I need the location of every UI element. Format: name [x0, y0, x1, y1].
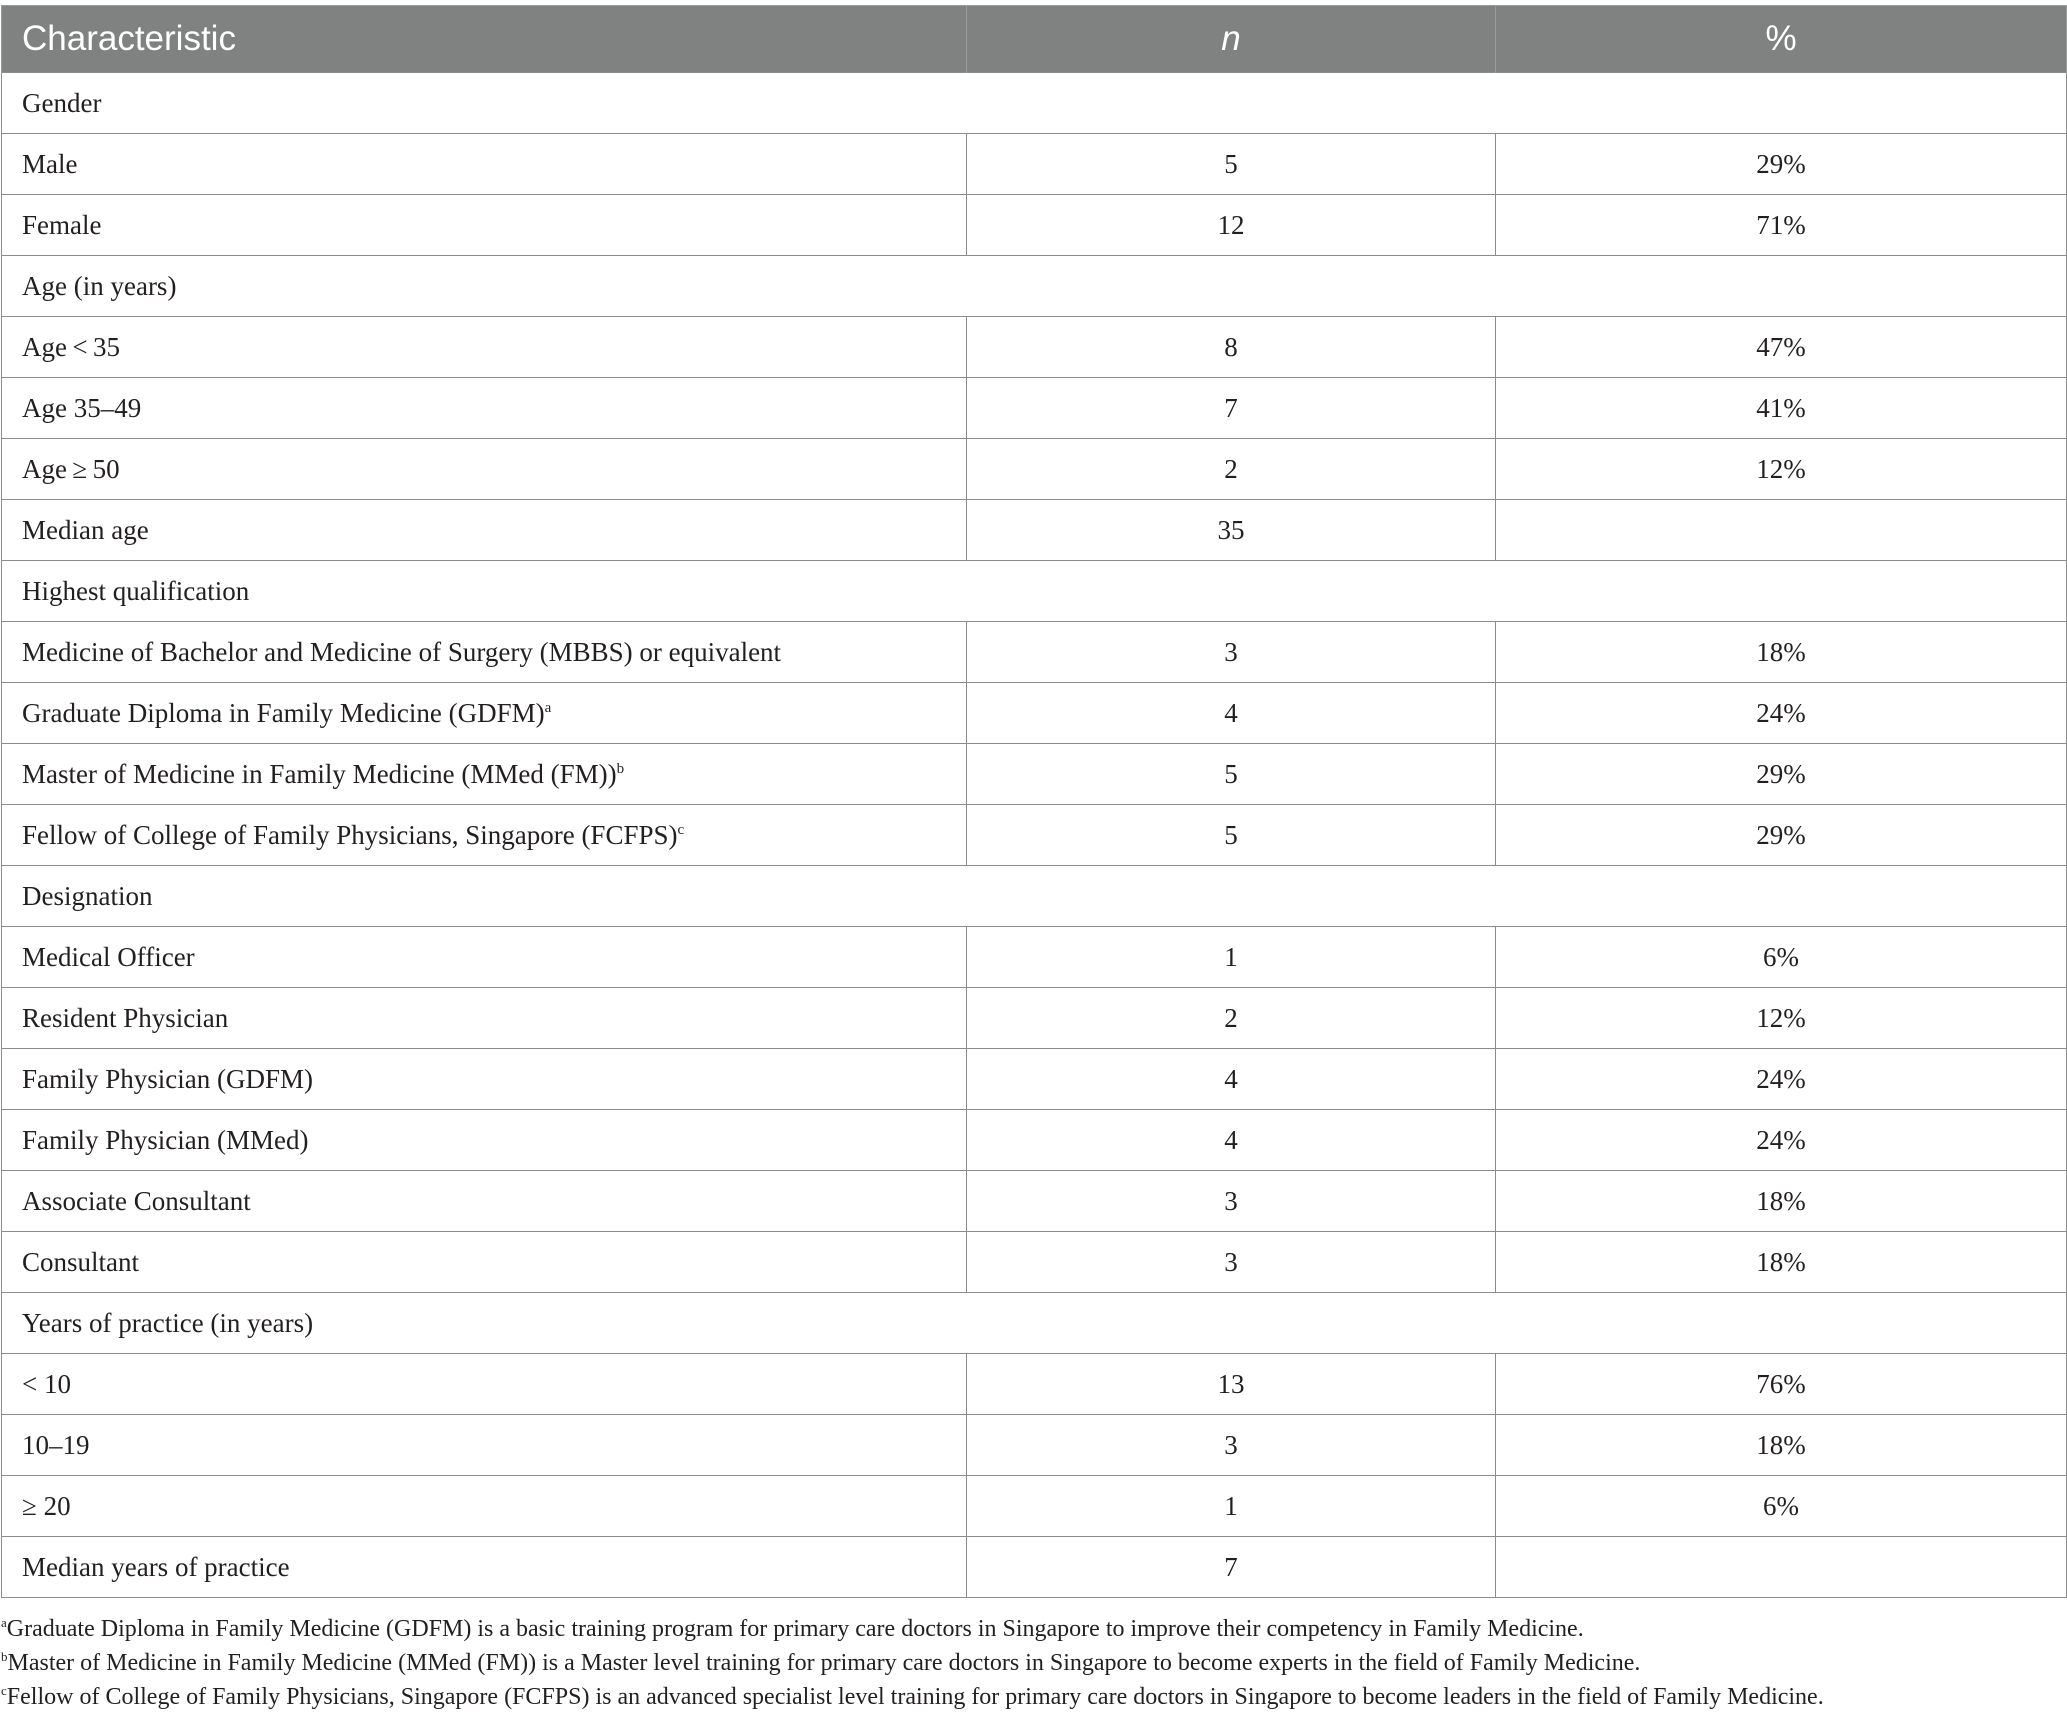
row-characteristic-label: Associate Consultant — [22, 1185, 251, 1216]
table-row — [2, 1049, 2067, 1110]
footnote-marker: c — [677, 821, 685, 838]
row-characteristic-label: Age ≥ 50 — [22, 453, 120, 484]
table-row — [2, 1110, 2067, 1171]
table-row — [2, 1415, 2067, 1476]
row-n-cell: 7 — [967, 378, 1496, 439]
row-characteristic-label: 10–19 — [22, 1429, 90, 1460]
footnote-text: Master of Medicine in Family Medicine (MMed (FM)) is a Master level training for primary care doctors in Singapore to become experts in the field of Family Medicine. — [7, 1650, 1641, 1676]
row-n-cell: 12 — [967, 195, 1496, 256]
footnote-text: Graduate Diploma in Family Medicine (GDFM) is a basic training program for primary care doctors in Singapore to improve their competency in Family Medicine. — [6, 1616, 1584, 1642]
section-label: Designation — [2, 866, 2067, 927]
table-body — [2, 73, 2067, 1598]
section-label: Age (in years) — [2, 256, 2067, 317]
section-label: Highest qualification — [2, 561, 2067, 622]
table-row — [2, 988, 2067, 1049]
footnote-b — [1, 1646, 2067, 1680]
footnote-marker: a — [544, 699, 552, 716]
table-header-row — [2, 6, 2067, 73]
table-row — [2, 1476, 2067, 1537]
row-n-cell: 3 — [967, 1232, 1496, 1293]
section-label: Gender — [2, 73, 2067, 134]
row-characteristic-label: Age 35–49 — [22, 392, 142, 423]
row-n-cell: 4 — [967, 683, 1496, 744]
table-row — [2, 683, 2067, 744]
row-characteristic-label: Consultant — [22, 1246, 140, 1277]
row-percent-cell: 18% — [1496, 1232, 2067, 1293]
row-characteristic-label: Medical Officer — [22, 941, 195, 972]
row-characteristic-label: Median age — [22, 514, 149, 545]
row-percent-cell — [1496, 500, 2067, 561]
row-percent-cell: 29% — [1496, 134, 2067, 195]
table-row — [2, 378, 2067, 439]
table-row — [2, 622, 2067, 683]
table-row — [2, 317, 2067, 378]
footnote-c — [1, 1680, 2067, 1714]
row-n-cell: 5 — [967, 744, 1496, 805]
table-row — [2, 1537, 2067, 1598]
row-percent-cell: 24% — [1496, 683, 2067, 744]
header-n: n — [967, 6, 1496, 73]
row-characteristic-cell — [2, 1049, 967, 1110]
header-percent: % — [1496, 6, 2067, 73]
row-percent-cell: 18% — [1496, 1171, 2067, 1232]
row-characteristic-label: Age < 35 — [22, 331, 121, 362]
table-row — [2, 1354, 2067, 1415]
row-characteristic-cell — [2, 134, 967, 195]
footnote-text: Fellow of College of Family Physicians, Singapore (FCFPS) is an advanced specialist level training for primary care doctors in Singapore to become leaders in the field of Family Medicine. — [6, 1684, 1824, 1710]
footnote-a — [1, 1612, 2067, 1646]
footnote-mark: b — [1, 1649, 8, 1664]
table-row — [2, 744, 2067, 805]
footnote-mark: a — [1, 1615, 7, 1630]
row-n-cell: 4 — [967, 1110, 1496, 1171]
row-characteristic-label: < 10 — [22, 1368, 71, 1399]
table-row — [2, 927, 2067, 988]
row-characteristic-label: Family Physician (GDFM) — [22, 1063, 314, 1094]
table-row — [2, 805, 2067, 866]
row-characteristic-cell — [2, 1354, 967, 1415]
row-percent-cell: 41% — [1496, 378, 2067, 439]
row-n-cell: 13 — [967, 1354, 1496, 1415]
row-percent-cell: 24% — [1496, 1049, 2067, 1110]
row-n-cell: 4 — [967, 1049, 1496, 1110]
header-characteristic: Characteristic — [2, 6, 967, 73]
row-characteristic-cell — [2, 1415, 967, 1476]
section-row — [2, 866, 2067, 927]
row-n-cell: 2 — [967, 439, 1496, 500]
row-characteristic-label: Median years of practice — [22, 1551, 290, 1582]
row-n-cell: 35 — [967, 500, 1496, 561]
row-percent-cell: 18% — [1496, 622, 2067, 683]
row-characteristic-cell — [2, 805, 967, 866]
row-characteristic-cell — [2, 1476, 967, 1537]
row-percent-cell: 29% — [1496, 744, 2067, 805]
row-percent-cell: 24% — [1496, 1110, 2067, 1171]
row-n-cell: 5 — [967, 805, 1496, 866]
row-characteristic-cell — [2, 1110, 967, 1171]
row-n-cell: 5 — [967, 134, 1496, 195]
row-percent-cell: 6% — [1496, 1476, 2067, 1537]
row-percent-cell: 76% — [1496, 1354, 2067, 1415]
row-characteristic-label: Family Physician (MMed) — [22, 1124, 309, 1155]
table-row — [2, 439, 2067, 500]
row-percent-cell: 29% — [1496, 805, 2067, 866]
row-percent-cell: 47% — [1496, 317, 2067, 378]
table-row — [2, 1171, 2067, 1232]
row-characteristic-label: Fellow of College of Family Physicians, Singapore (FCFPS) — [22, 819, 678, 850]
characteristics-table — [1, 5, 2067, 1598]
row-characteristic-cell — [2, 439, 967, 500]
row-characteristic-cell — [2, 744, 967, 805]
table-row — [2, 1232, 2067, 1293]
row-characteristic-cell — [2, 988, 967, 1049]
row-characteristic-label: ≥ 20 — [22, 1490, 71, 1521]
row-n-cell: 1 — [967, 1476, 1496, 1537]
row-characteristic-cell — [2, 1171, 967, 1232]
row-characteristic-cell — [2, 195, 967, 256]
row-characteristic-cell — [2, 622, 967, 683]
row-characteristic-label: Master of Medicine in Family Medicine (MMed (FM)) — [22, 758, 617, 789]
section-label: Years of practice (in years) — [2, 1293, 2067, 1354]
row-characteristic-cell — [2, 378, 967, 439]
section-row — [2, 256, 2067, 317]
row-n-cell: 3 — [967, 1171, 1496, 1232]
row-characteristic-label: Female — [22, 209, 102, 240]
row-percent-cell: 6% — [1496, 927, 2067, 988]
footnote-marker: b — [616, 760, 625, 777]
row-characteristic-cell — [2, 317, 967, 378]
section-row — [2, 73, 2067, 134]
table-row — [2, 134, 2067, 195]
row-percent-cell: 12% — [1496, 439, 2067, 500]
row-n-cell: 7 — [967, 1537, 1496, 1598]
row-n-cell: 2 — [967, 988, 1496, 1049]
row-characteristic-cell — [2, 1232, 967, 1293]
row-n-cell: 3 — [967, 622, 1496, 683]
row-characteristic-label: Medicine of Bachelor and Medicine of Surgery (MBBS) or equivalent — [22, 636, 782, 667]
row-characteristic-cell — [2, 500, 967, 561]
row-characteristic-cell — [2, 927, 967, 988]
footnote-mark: c — [1, 1683, 7, 1698]
row-characteristic-label: Resident Physician — [22, 1002, 229, 1033]
section-row — [2, 561, 2067, 622]
table-row — [2, 195, 2067, 256]
row-characteristic-label: Graduate Diploma in Family Medicine (GDFM) — [22, 697, 545, 728]
section-row — [2, 1293, 2067, 1354]
row-n-cell: 3 — [967, 1415, 1496, 1476]
row-percent-cell — [1496, 1537, 2067, 1598]
table-row — [2, 500, 2067, 561]
row-characteristic-cell — [2, 683, 967, 744]
row-percent-cell: 18% — [1496, 1415, 2067, 1476]
row-n-cell: 8 — [967, 317, 1496, 378]
row-characteristic-cell — [2, 1537, 967, 1598]
row-characteristic-label: Male — [22, 148, 78, 179]
row-n-cell: 1 — [967, 927, 1496, 988]
row-percent-cell: 71% — [1496, 195, 2067, 256]
row-percent-cell: 12% — [1496, 988, 2067, 1049]
footnotes — [1, 1612, 2067, 1714]
